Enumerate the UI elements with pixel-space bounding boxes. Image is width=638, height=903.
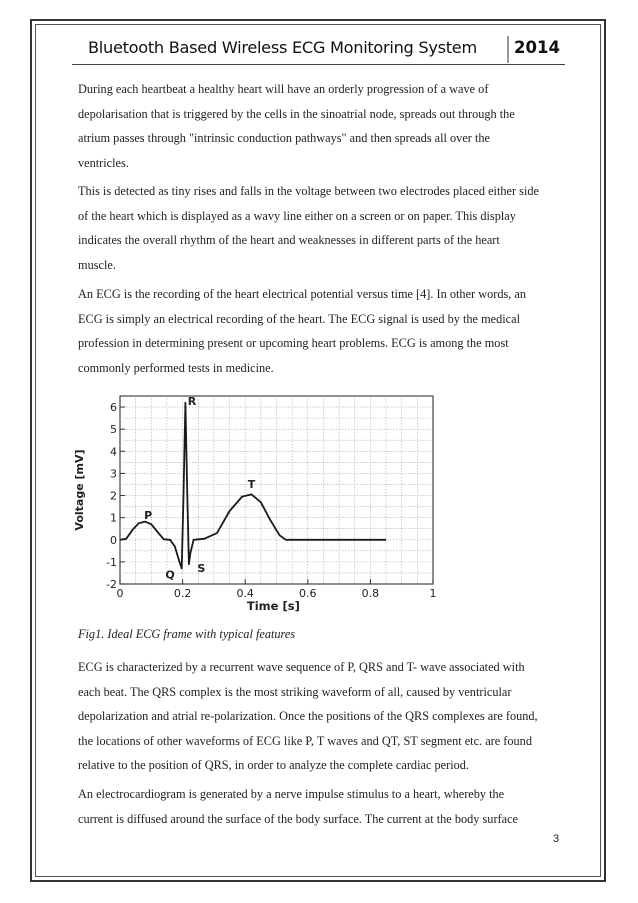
text-line: muscle. [78,257,116,272]
wave-label-s: S [197,561,206,575]
text-line: ventricles. [78,155,129,170]
text-line: profession in determining present or upcoming heart problems. ECG is among the most [78,336,509,350]
text-line: depolarization and atrial re-polarization. Once the positions of the QRS complexes are found, [78,709,538,723]
paragraph-voltage-detection [78,179,578,277]
figure-caption: Fig1. Ideal ECG frame with typical features [78,627,296,641]
y-tick-label: 5 [110,423,117,437]
text-line: of the heart which is displayed as a wavy line either on a screen or on paper. This display [78,208,516,223]
header-divider [507,36,509,63]
text-line: An electrocardiogram is generated by a nerve impulse stimulus to a heart, whereby the [78,787,505,801]
text-line: the locations of other waveforms of ECG like P, T waves and QT, ST segment etc. are found [78,733,532,748]
text-line: indicates the overall rhythm of the heart and weaknesses in different parts of the heart [78,233,500,247]
paragraph-heartbeat [78,77,578,175]
paragraph-ecg-definition [78,282,578,380]
text-line: commonly performed tests in medicine. [78,360,274,375]
x-axis-label: Time [s] [246,599,300,613]
x-tick-label: 0.2 [173,587,192,600]
header-rule [72,64,565,65]
y-tick-label: -2 [106,578,117,591]
text-line: This is detected as tiny rises and falls in the voltage between two electrodes placed either side [78,184,539,198]
y-axis-label: Voltage [mV] [73,449,86,531]
y-tick-label: 6 [110,401,117,415]
text-line: atrium passes through "intrinsic conduction pathways" and then spreads all over the [78,131,490,145]
wave-label-t: T [247,477,256,491]
text-line: ECG is simply an electrical recording of the heart. The ECG signal is used by the medical [78,311,520,326]
document-title: Bluetooth Based Wireless ECG Monitoring System [88,38,477,57]
text-line: each beat. The QRS complex is the most striking waveform of all, caused by ventricular [78,684,512,699]
y-tick-label: 3 [110,467,117,481]
ecg-chart [70,384,450,614]
text-line: An ECG is the recording of the heart electrical potential versus time [4]. In other words, an [78,287,527,301]
y-tick-label: 0 [110,533,117,547]
y-tick-label: 1 [110,511,117,525]
x-tick-label: 1 [429,587,437,600]
y-tick-label: -1 [106,555,117,569]
y-tick-label: 4 [110,445,117,459]
ecg-figure [70,384,450,619]
wave-label-q: Q [165,568,175,582]
document-year: 2014 [514,38,560,57]
y-tick-label: 2 [110,489,117,503]
text-line: During each heartbeat a healthy heart will have an orderly progression of a wave of [78,82,489,96]
text-line: relative to the position of QRS, in order to analyze the complete cardiac period. [78,758,469,772]
x-tick-label: 0 [116,587,124,600]
page-number: 3 [553,833,560,845]
wave-label-p: P [144,508,153,522]
x-tick-label: 0.6 [299,587,317,600]
wave-label-r: R [187,394,197,408]
text-line: depolarisation that is triggered by the cells in the sinoatrial node, spreads out through the [78,106,515,121]
x-tick-label: 0.4 [236,587,254,600]
paragraph-electrocardiogram-generation [78,782,578,831]
text-line: ECG is characterized by a recurrent wave sequence of P, QRS and T- wave associated with [78,660,525,674]
x-tick-label: 0.8 [361,587,380,600]
text-line: current is diffused around the surface of the body surface. The current at the body surface [78,811,519,826]
paragraph-ecg-characteristics [78,655,578,778]
